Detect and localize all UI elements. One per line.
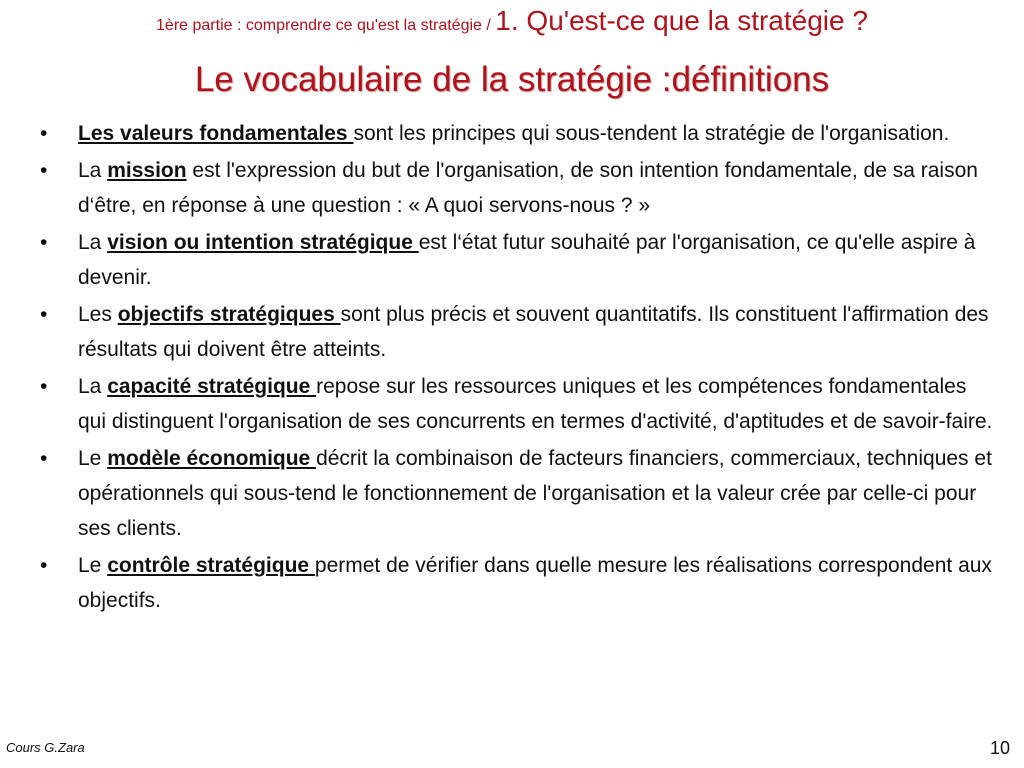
list-item (40, 225, 1000, 295)
list-item (40, 548, 1000, 618)
item-prefix: La (78, 375, 108, 398)
bullet: • (40, 554, 48, 577)
footer-author: Cours G.Zara (6, 740, 85, 755)
bullet: • (40, 375, 48, 398)
item-term: vision ou intention stratégique (107, 231, 419, 254)
item-text: repose sur les ressources uniques et les compétences fondamentales qui distinguent l'organisation de ses concurrents en termes d'activité, d'aptitudes et de savoir-faire. (78, 375, 993, 433)
bullet: • (40, 447, 48, 470)
item-term: modèle économique (107, 447, 317, 470)
item-text: permet de vérifier dans quelle mesure les réalisations correspondent aux objectifs. (78, 554, 992, 612)
list-item (40, 153, 1000, 223)
list-item (40, 297, 1000, 367)
item-text: est l‘état futur souhaité par l'organisation, ce qu'elle aspire à devenir. (78, 231, 976, 289)
item-text: est l'expression du but de l'organisation, de son intention fondamentale, de sa raison d‘être, en réponse à une question : « A quoi servons-nous ? » (78, 159, 978, 217)
bullet: • (40, 122, 48, 145)
item-term: contrôle stratégique (107, 554, 315, 577)
list-item (40, 369, 1000, 439)
item-text: sont les principes qui sous-tendent la stratégie de l'organisation. (353, 122, 950, 145)
slide-header (0, 6, 1024, 37)
item-prefix: Le (78, 554, 108, 577)
item-prefix: La (78, 231, 108, 254)
item-term: capacité stratégique (107, 375, 317, 398)
item-text: décrit la combinaison de facteurs financiers, commerciaux, techniques et opérationnels qui sous-tend le fonctionnement de l'organisation et la valeur crée par celle-ci pour ses clients. (78, 447, 992, 540)
item-prefix: Le (78, 447, 108, 470)
definitions-list (40, 116, 1000, 620)
list-item (40, 116, 1000, 151)
item-term: mission (107, 159, 187, 182)
bullet: • (40, 159, 48, 182)
item-term: objectifs stratégiques (117, 303, 341, 326)
header-section: 1. Qu'est-ce que la stratégie ? (495, 5, 868, 36)
bullet: • (40, 231, 48, 254)
header-subtitle: 1ère partie : comprendre ce qu'est la stratégie / (156, 17, 491, 34)
item-prefix: Les (78, 303, 118, 326)
bullet: • (40, 303, 48, 326)
list-item (40, 441, 1000, 546)
item-term: Les valeurs fondamentales (78, 122, 354, 145)
slide-title: Le vocabulaire de la stratégie :définitions (194, 60, 830, 99)
item-text: sont plus précis et souvent quantitatifs. Ils constituent l'affirmation des résultats qui doivent être atteints. (78, 303, 989, 361)
page-number: 10 (989, 738, 1010, 758)
item-prefix: La (78, 159, 108, 182)
